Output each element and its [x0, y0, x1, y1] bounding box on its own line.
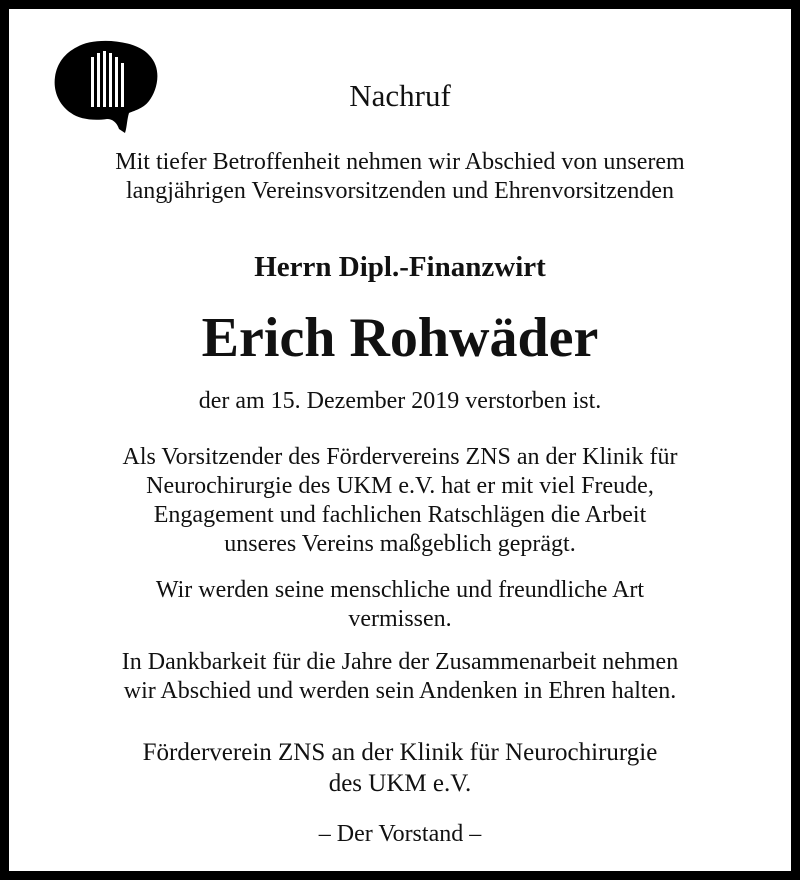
- paragraph-line: Engagement und fachlichen Ratschlägen die Arbeit: [153, 502, 647, 528]
- paragraph-line: Neurochirurgie des UKM e.V. hat er mit viel Freude,: [146, 473, 654, 499]
- salutation: Herrn Dipl.-Finanzwirt: [254, 251, 546, 283]
- paragraph-line: In Dankbarkeit für die Jahre der Zusammenarbeit nehmen: [121, 649, 679, 675]
- organization-name: [9, 737, 791, 799]
- intro-line: Mit tiefer Betroffenheit nehmen wir Abschied von unserem: [115, 149, 685, 175]
- deceased-name: Erich Rohwäder: [201, 307, 599, 369]
- paragraph-line: Wir werden seine menschliche und freundliche Art: [155, 577, 645, 603]
- paragraph-line: wir Abschied und werden sein Andenken in Ehren halten.: [123, 678, 677, 704]
- organization-line: des UKM e.V.: [328, 770, 472, 797]
- tribute-paragraph: [9, 443, 791, 559]
- paragraph-line: Als Vorsitzender des Fördervereins ZNS an der Klinik für: [122, 444, 678, 470]
- intro-text: [9, 148, 791, 206]
- gratitude-paragraph: [9, 648, 791, 706]
- intro-line: langjährigen Vereinsvorsitzenden und Ehrenvorsitzenden: [125, 178, 675, 204]
- paragraph-line: unseres Vereins maßgeblich geprägt.: [224, 531, 576, 557]
- date-of-death: der am 15. Dezember 2019 verstorben ist.: [198, 388, 602, 414]
- remembrance-paragraph: [9, 576, 791, 634]
- paragraph-line: vermissen.: [348, 606, 452, 632]
- organization-line: Förderverein ZNS an der Klinik für Neurochirurgie: [142, 739, 658, 766]
- signature: – Der Vorstand –: [318, 821, 482, 847]
- notice-heading: Nachruf: [349, 78, 451, 113]
